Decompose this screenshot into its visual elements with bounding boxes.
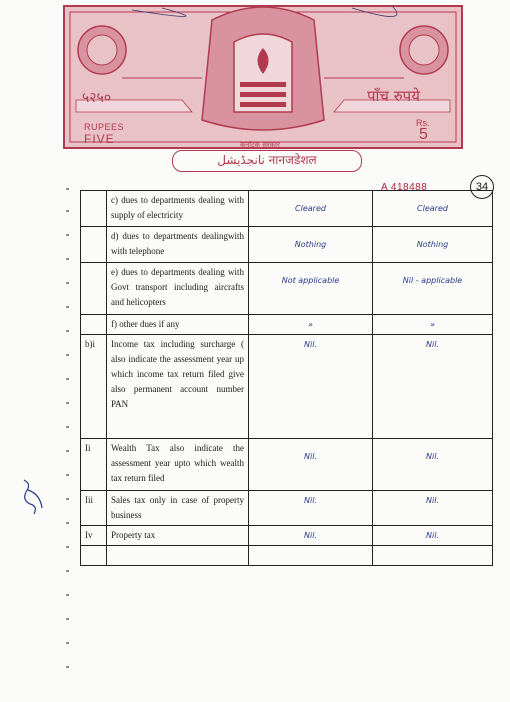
serial-number: A 418488 xyxy=(381,182,428,193)
table-row xyxy=(81,315,493,335)
stamp-value: 5 xyxy=(419,126,428,143)
stamp-department: कर्नाटक सरकार xyxy=(240,141,280,149)
stamp-rs-label: Rs. xyxy=(416,118,430,128)
question-cell: f) other dues if any xyxy=(107,315,249,335)
stamp-hindi-value: पाँच रुपये xyxy=(367,87,420,105)
question-cell: Property tax xyxy=(107,526,249,546)
table-row xyxy=(81,491,493,526)
answer-cell: Nil. xyxy=(249,526,373,546)
answer-cell: Nothing xyxy=(249,227,373,263)
answer-cell: Cleared xyxy=(249,191,373,227)
table-row xyxy=(81,191,493,227)
answer-cell xyxy=(373,546,493,566)
stamp-rupees-label: RUPEES xyxy=(84,122,125,132)
question-cell: Wealth Tax also indicate the assessment year upto which wealth tax return filed xyxy=(107,439,249,491)
row-number xyxy=(81,191,107,227)
answer-cell: Nil - applicable xyxy=(373,263,493,315)
answer-cell: Not applicable xyxy=(249,263,373,315)
row-number xyxy=(81,263,107,315)
row-number xyxy=(81,227,107,263)
table-row xyxy=(81,335,493,439)
dues-table xyxy=(80,190,493,566)
answer-cell: Nothing xyxy=(373,227,493,263)
answer-cell: » xyxy=(373,315,493,335)
answer-cell: Nil. xyxy=(249,335,373,439)
row-number: b)i xyxy=(81,335,107,439)
answer-cell: Cleared xyxy=(373,191,493,227)
stamp-paper-header xyxy=(62,0,464,180)
signature-icon xyxy=(18,478,46,518)
question-cell: d) dues to departments dealingwith with telephone xyxy=(107,227,249,263)
question-cell: e) dues to departments dealing with Govt transport including aircrafts and helicopters xyxy=(107,263,249,315)
stamp-left-digits: ५२५० xyxy=(82,90,112,106)
stamp-five-label: FIVE xyxy=(84,132,115,146)
row-number: Iv xyxy=(81,526,107,546)
answer-cell: Nil. xyxy=(373,335,493,439)
answer-cell: Nil. xyxy=(249,491,373,526)
table-row xyxy=(81,439,493,491)
table-row xyxy=(81,263,493,315)
table-row xyxy=(81,526,493,546)
row-number: Iii xyxy=(81,491,107,526)
answer-cell: » xyxy=(249,315,373,335)
stamp-place-name: نانجڈیشل नानजडेशल xyxy=(172,150,362,172)
table-row xyxy=(81,546,493,566)
question-cell: Income tax including surcharge ( also indicate the assessment year up which income tax return filed give also permanent account number PAN xyxy=(107,335,249,439)
question-cell: Sales tax only in case of property business xyxy=(107,491,249,526)
perforation-marks xyxy=(66,188,70,688)
page-number: 34 xyxy=(470,175,494,199)
answer-cell: Nil. xyxy=(249,439,373,491)
table-row xyxy=(81,227,493,263)
row-number xyxy=(81,546,107,566)
row-number: Ii xyxy=(81,439,107,491)
answer-cell xyxy=(249,546,373,566)
question-cell xyxy=(107,546,249,566)
answer-cell: Nil. xyxy=(373,439,493,491)
answer-cell: Nil. xyxy=(373,526,493,546)
row-number xyxy=(81,315,107,335)
answer-cell: Nil. xyxy=(373,491,493,526)
question-cell: c) dues to departments dealing with supply of electricity xyxy=(107,191,249,227)
